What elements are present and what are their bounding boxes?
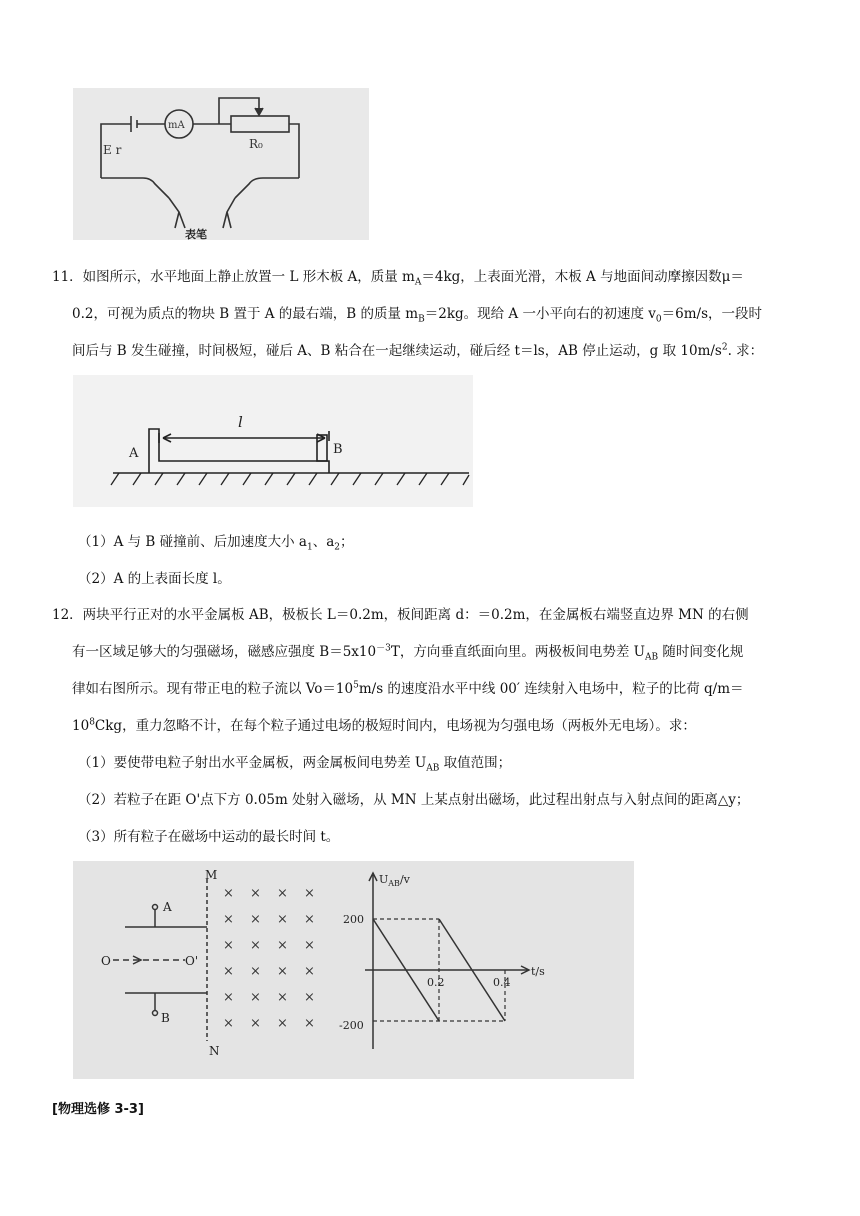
boundary-label-n: N (209, 1044, 220, 1058)
q11-line-2: 0.2，可视为质点的物块 B 置于 A 的最右端，B 的质量 $m_B=2kg$。现给 A 一小平向右的初速度 $v_0=6m/s$，一段时 (72, 306, 763, 325)
resistor-label: R₀ (249, 137, 263, 151)
q11-line-3: 间后与 B 发生碰撞，时间极短，碰后 A、B 粘合在一起继续运动，碰后经 t＝ls，AB 停止运动，g 取 $10m/s^2$. 求： (72, 342, 764, 359)
field-x-mark-2: × (277, 886, 288, 901)
board-label-a: A (129, 446, 139, 461)
board-label-l: l (238, 413, 243, 431)
field-x-mark-0: × (223, 886, 234, 901)
field-x-mark-3: × (304, 886, 315, 901)
probe-label: 表笔 (185, 228, 207, 240)
field-x-mark-18: × (277, 990, 288, 1005)
board-label-b: B (333, 442, 343, 457)
field-x-mark-4: × (223, 912, 234, 927)
circuit-diagram (73, 88, 369, 240)
q12-sub-2: （2）若粒子在距 O'点下方 0.05m 处射入磁场，从 MN 上某点射出磁场，此过程出射点与入射点间的距离△y； (78, 792, 750, 808)
field-diagram (73, 861, 634, 1079)
q12-line-1: 12．两块平行正对的水平金属板 AB，极板长 L＝0.2m，板间距离 d：＝0.2m，在金属板右端竖直边界 MN 的右侧 (52, 607, 749, 623)
section-heading: [物理选修 3-3] (52, 1102, 144, 1117)
field-x-mark-9: × (250, 938, 261, 953)
y-tick-label-1: -200 (339, 1019, 364, 1032)
field-x-mark-1: × (250, 886, 261, 901)
point-o2-label: O' (185, 954, 199, 968)
field-x-mark-20: × (223, 1016, 234, 1031)
point-o-label: O (101, 954, 111, 968)
q12-sub-3: （3）所有粒子在磁场中运动的最长时间 t。 (78, 829, 340, 845)
battery-label: E r (103, 143, 122, 157)
field-x-mark-8: × (223, 938, 234, 953)
field-x-mark-17: × (250, 990, 261, 1005)
field-figure (73, 861, 634, 1079)
field-x-mark-15: × (304, 964, 315, 979)
q12-line-4: $10^8Ckg$，重力忽略不计，在每个粒子通过电场的极短时间内，电场视为匀强电场（两板外无电场）。求： (72, 717, 696, 734)
q12-line-3: 律如右图所示。现有带正电的粒子流以 $Vo=10^5m/s$ 的速度沿水平中线 00′ 连续射入电场中，粒子的比荷 q/m＝ (72, 680, 744, 697)
q12-sub-1: （1）要使带电粒子射出水平金属板，两金属板间电势差 $U_{AB}$ 取值范围； (78, 755, 512, 774)
q12-line-2: 有一区域足够大的匀强磁场，磁感应强度 $B=5x10^{-3}T$，方向垂直纸面向里。两极板间电势差 $U_{AB}$ 随时间变化规 (72, 643, 744, 663)
q11-line-1: 11．如图所示，水平地面上静止放置一 L 形木板 A，质量 $m_A=4kg$，上表面光滑，木板 A 与地面间动摩擦因数μ＝ (52, 269, 744, 288)
board-diagram (73, 375, 473, 507)
field-x-mark-22: × (277, 1016, 288, 1031)
field-x-mark-5: × (250, 912, 261, 927)
field-x-mark-23: × (304, 1016, 315, 1031)
meter-label: mA (168, 120, 185, 131)
x-axis-label: t/s (531, 965, 545, 978)
voltage-time-chart (339, 873, 545, 1049)
magnetic-field-marks (223, 886, 315, 1031)
boundary-label-m: M (205, 868, 218, 882)
y-tick-label-0: 200 (343, 913, 364, 926)
plate-label-b: B (161, 1011, 170, 1025)
field-x-mark-7: × (304, 912, 315, 927)
x-tick-label-1: 0.4 (493, 976, 511, 989)
circuit-figure (73, 88, 369, 240)
x-tick-label-0: 0.2 (427, 976, 445, 989)
y-axis-label: $U_{AB}/v$ (379, 873, 410, 888)
field-x-mark-11: × (304, 938, 315, 953)
field-x-mark-19: × (304, 990, 315, 1005)
q11-sub-2: （2）A 的上表面长度 l。 (78, 571, 231, 587)
field-x-mark-14: × (277, 964, 288, 979)
field-x-mark-21: × (250, 1016, 261, 1031)
plate-label-a: A (163, 900, 172, 914)
board-figure (73, 375, 473, 507)
field-x-mark-12: × (223, 964, 234, 979)
q11-sub-1: （1）A 与 B 碰撞前、后加速度大小 $a_1$、$a_2$； (78, 534, 354, 553)
field-x-mark-16: × (223, 990, 234, 1005)
field-x-mark-6: × (277, 912, 288, 927)
field-x-mark-10: × (277, 938, 288, 953)
field-x-mark-13: × (250, 964, 261, 979)
